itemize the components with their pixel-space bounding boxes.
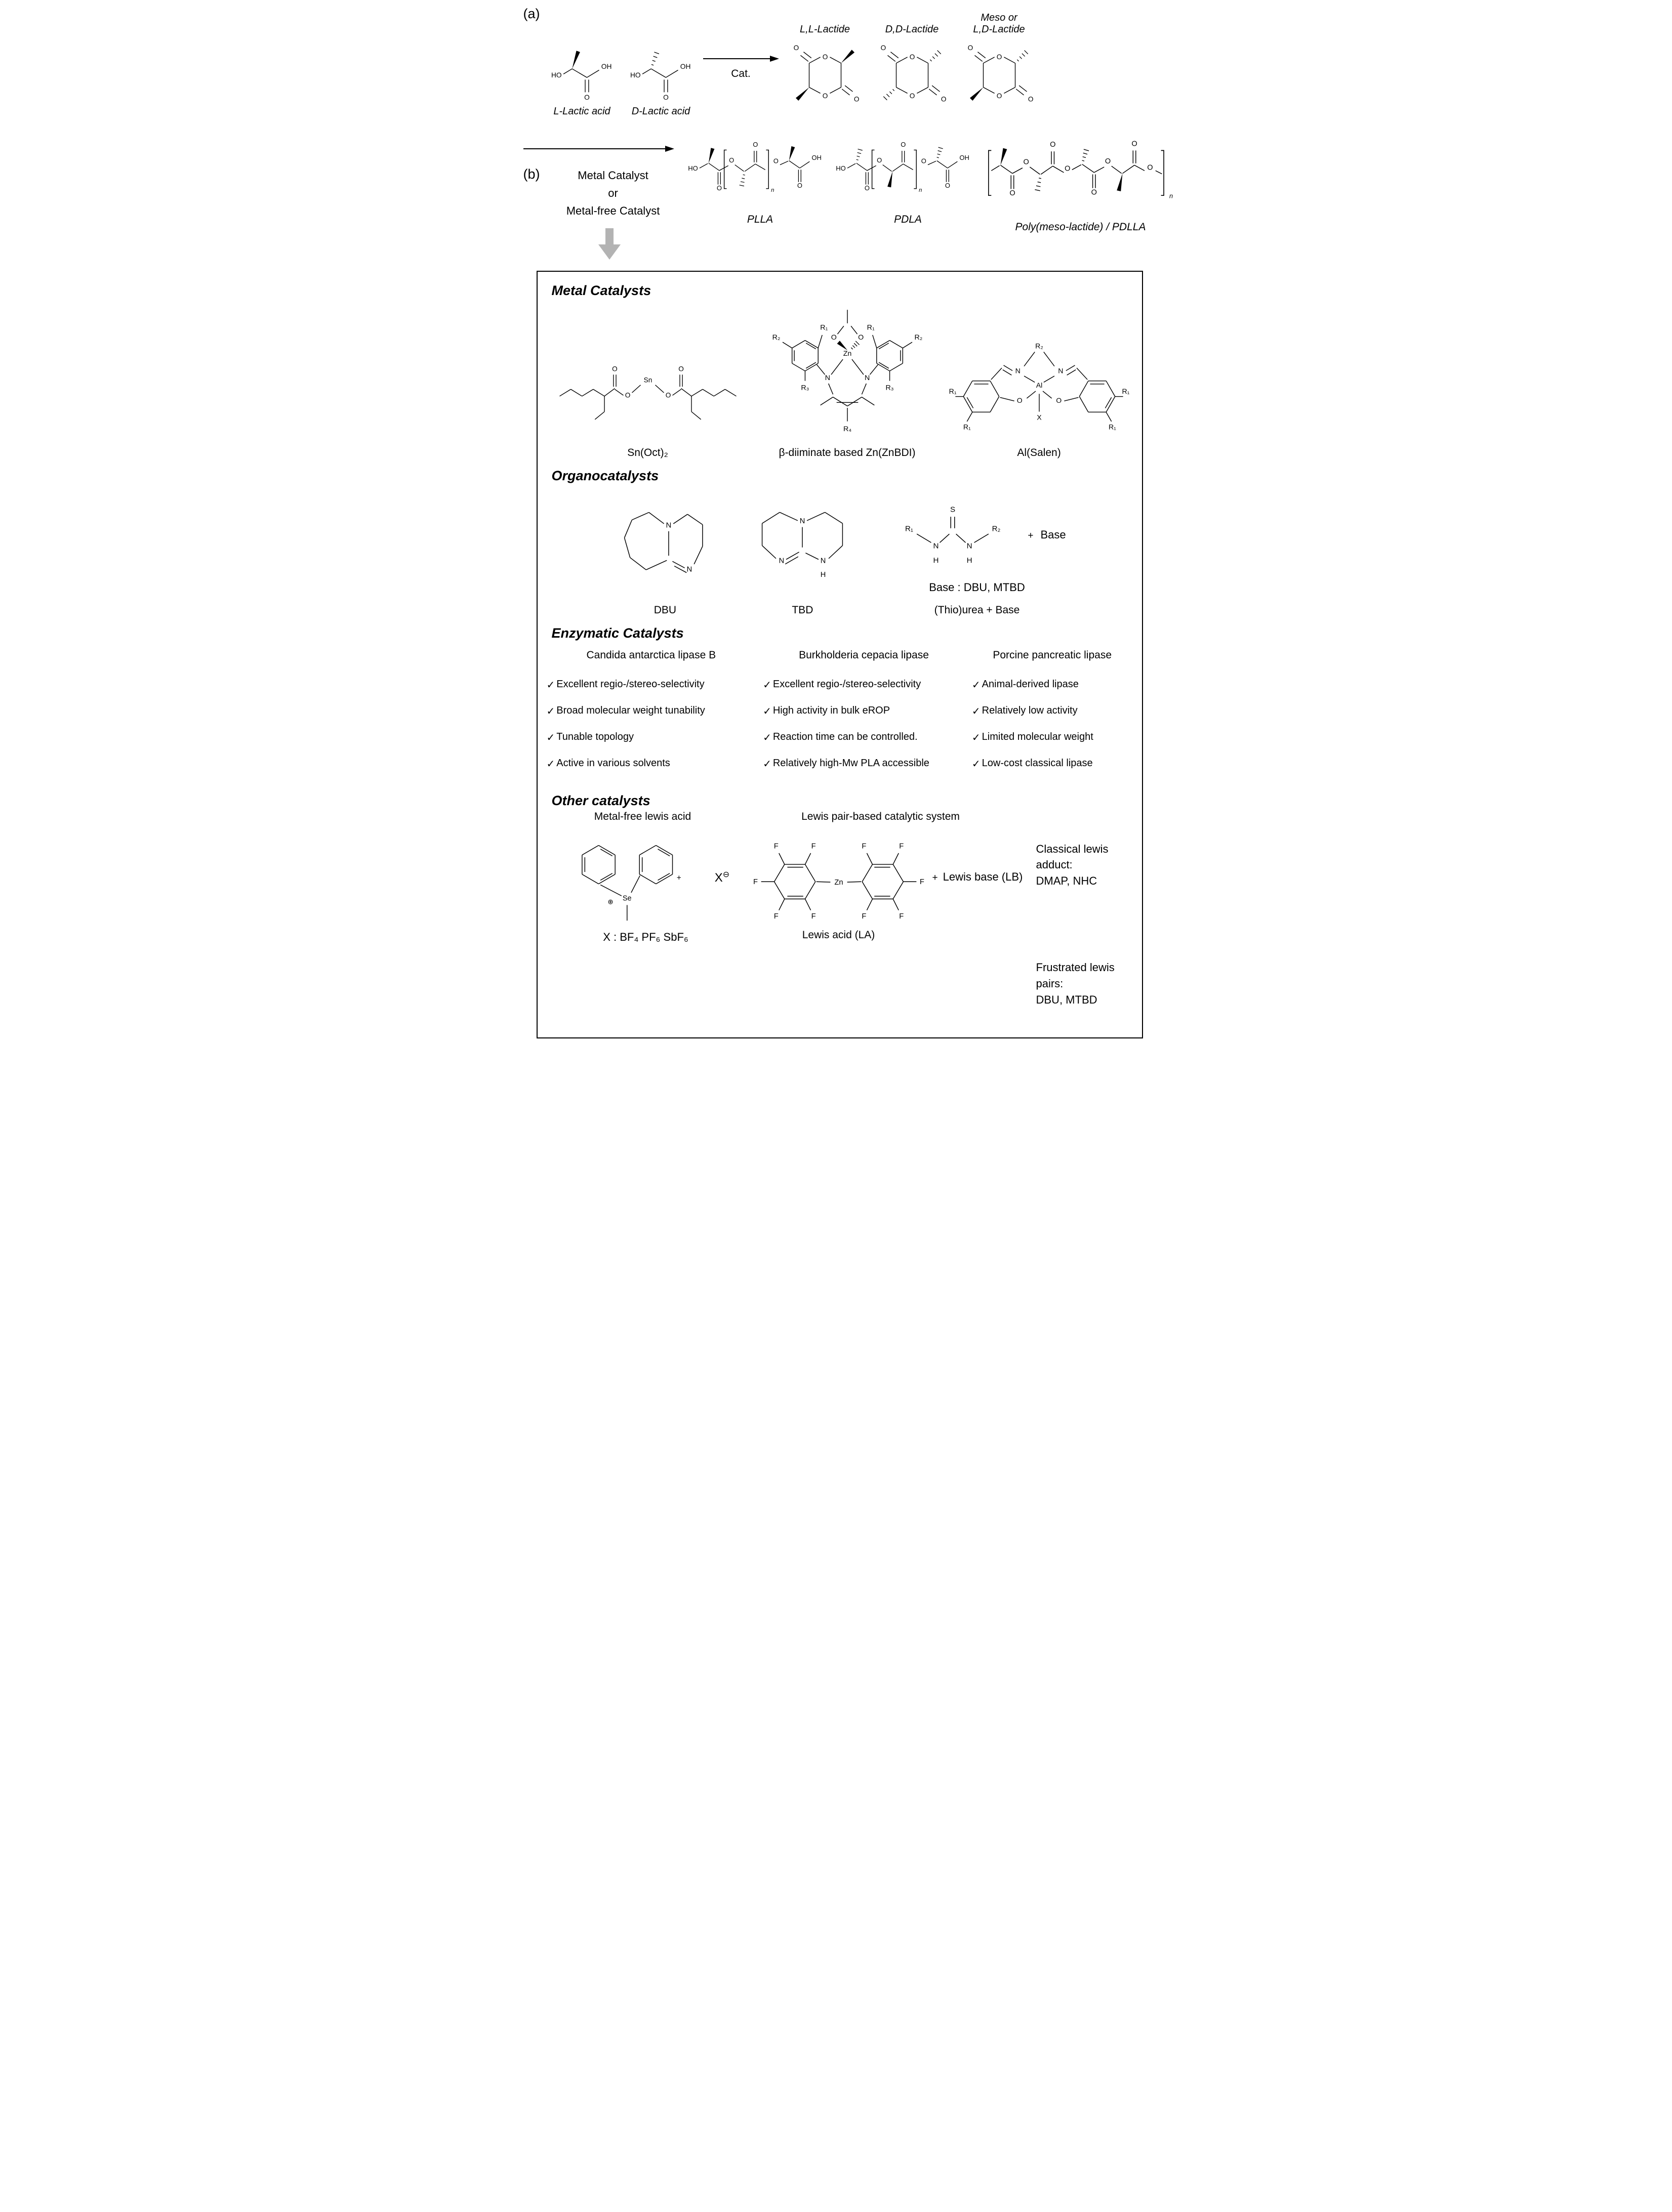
- structure-znbdi: [766, 302, 928, 437]
- check-icon: ✓: [546, 732, 555, 743]
- svg-text:O: O: [665, 391, 671, 399]
- svg-text:R₁: R₁: [949, 387, 957, 395]
- svg-text:F: F: [919, 878, 924, 886]
- label-meso-lactide: Meso or L,D-Lactide: [973, 12, 1025, 35]
- structure-ll-lactide: [784, 36, 866, 112]
- structure-snoct2: [547, 355, 749, 437]
- svg-text:OH: OH: [811, 153, 822, 161]
- svg-text:N: N: [1057, 366, 1063, 375]
- gray-down-arrow-icon: [598, 228, 621, 261]
- svg-text:⊕: ⊕: [607, 898, 614, 906]
- check-item: ✓ Active in various solvents: [546, 757, 670, 770]
- subheading-metal-free-lewis-acid: Metal-free lewis acid: [594, 810, 691, 822]
- panel-a-label: (a): [523, 6, 540, 21]
- caption-pdlla: Poly(meso-lactide) / PDLLA: [1015, 221, 1146, 233]
- check-item: ✓ Tunable topology: [546, 731, 634, 743]
- check-icon: ✓: [546, 758, 555, 770]
- svg-text:O: O: [909, 53, 915, 61]
- svg-text:R₂: R₂: [992, 524, 1001, 533]
- svg-text:S: S: [950, 505, 956, 514]
- check-icon: ✓: [763, 732, 771, 743]
- figure-dbu: [613, 489, 717, 616]
- svg-text:O: O: [773, 157, 779, 165]
- svg-text:H: H: [966, 556, 972, 565]
- caption-d-lactic-acid: D-Lactic acid: [631, 106, 690, 117]
- svg-text:HO: HO: [630, 71, 641, 79]
- svg-text:O: O: [876, 156, 882, 164]
- svg-text:R₁: R₁: [963, 423, 971, 431]
- svg-text:O: O: [1016, 396, 1023, 404]
- metal-catalysts-row: [547, 302, 1133, 459]
- structure-pdla: [834, 138, 982, 203]
- svg-text:n: n: [1169, 192, 1173, 200]
- figure-l-lactic-acid: [545, 37, 619, 117]
- panel-a: [523, 6, 1151, 117]
- svg-text:O: O: [996, 53, 1002, 61]
- svg-text:F: F: [753, 878, 758, 886]
- svg-text:X: X: [1036, 412, 1042, 421]
- figure-pdlla: [982, 138, 1179, 261]
- svg-text:+: +: [676, 873, 681, 882]
- svg-text:O: O: [1028, 95, 1033, 103]
- enzyme-column-ppl: [972, 649, 1133, 784]
- check-item: ✓ Excellent regio-/stereo-selectivity: [546, 678, 705, 691]
- svg-text:Zn: Zn: [834, 878, 843, 887]
- right-arrow-icon: [703, 55, 779, 63]
- base-note: Base : DBU, MTBD: [929, 580, 1025, 594]
- check-item: ✓ Low-cost classical lipase: [971, 757, 1093, 770]
- enzymatic-grid: [547, 649, 1133, 784]
- svg-text:O: O: [678, 365, 684, 373]
- svg-text:Se: Se: [622, 894, 632, 902]
- organocatalysts-row: [547, 489, 1133, 616]
- anion-text: X⊖: [714, 870, 730, 885]
- subheading-lewis-pair-system: Lewis pair-based catalytic system: [801, 810, 960, 822]
- figure-selenium-salt: [547, 828, 745, 944]
- heading-metal-catalysts: Metal Catalysts: [551, 282, 651, 298]
- svg-text:F: F: [899, 842, 904, 851]
- svg-text:O: O: [853, 95, 859, 103]
- svg-text:HO: HO: [835, 164, 846, 172]
- svg-text:F: F: [811, 912, 816, 921]
- enzyme-name: Burkholderia cepacia lipase: [799, 649, 929, 661]
- svg-text:F: F: [811, 842, 816, 851]
- caption-dbu: DBU: [654, 604, 677, 616]
- classical-lewis-adduct: Classical lewis adduct: DMAP, NHC: [1036, 842, 1109, 888]
- svg-text:O: O: [822, 92, 828, 100]
- heading-organocatalysts: Organocatalysts: [551, 468, 659, 483]
- structure-alsalen: [946, 334, 1133, 437]
- svg-text:OH: OH: [959, 153, 969, 161]
- svg-text:OH: OH: [601, 62, 611, 70]
- svg-text:R₁: R₁: [820, 323, 828, 331]
- figure-d-lactic-acid: [624, 37, 698, 117]
- structure-plla: [686, 138, 834, 203]
- svg-text:n: n: [918, 187, 922, 194]
- check-icon: ✓: [971, 679, 981, 691]
- check-icon: ✓: [763, 679, 771, 691]
- svg-text:O: O: [1105, 157, 1111, 165]
- other-catalysts-row: [547, 828, 1133, 1023]
- svg-text:N: N: [825, 373, 830, 382]
- svg-text:R₄: R₄: [843, 425, 851, 433]
- figure-lewis-acid: [745, 828, 1036, 941]
- svg-text:F: F: [899, 912, 904, 921]
- check-icon: ✓: [971, 758, 981, 770]
- caption-znbdi: β-diiminate based Zn(ZnBDI): [779, 446, 916, 458]
- svg-text:N: N: [821, 557, 826, 565]
- svg-text:F: F: [861, 842, 866, 851]
- svg-text:H: H: [933, 556, 939, 565]
- structure-znc6f5: [745, 828, 932, 926]
- structure-d-lactic-acid: [624, 37, 698, 103]
- catalyst-box: [537, 271, 1143, 1038]
- caption-snoct2: Sn(Oct)₂: [627, 446, 668, 458]
- svg-text:N: N: [933, 541, 939, 551]
- panel-b-left: [523, 122, 686, 261]
- svg-text:n: n: [770, 187, 774, 194]
- svg-text:O: O: [967, 44, 973, 52]
- check-item: ✓ Reaction time can be controlled.: [763, 731, 918, 743]
- svg-text:O: O: [1023, 158, 1029, 166]
- structure-meso-lactide: [958, 36, 1040, 112]
- check-item: ✓ Animal-derived lipase: [971, 678, 1079, 691]
- svg-text:O: O: [1049, 141, 1055, 149]
- svg-text:O: O: [996, 92, 1002, 100]
- svg-text:Al: Al: [1036, 381, 1042, 389]
- svg-text:F: F: [773, 842, 779, 851]
- enzyme-column-bcl: [763, 649, 965, 784]
- enzyme-name: Porcine pancreatic lipase: [993, 649, 1112, 661]
- svg-text:O: O: [864, 184, 870, 192]
- svg-text:F: F: [773, 912, 779, 921]
- enzyme-column-calb: [547, 649, 756, 784]
- figure-znbdi: [766, 302, 928, 459]
- structure-selenonium: [562, 828, 700, 927]
- figure-ll-lactide: [784, 6, 866, 112]
- svg-text:O: O: [1147, 163, 1153, 172]
- svg-text:N: N: [966, 541, 972, 551]
- figure-snoct2: [547, 355, 749, 459]
- svg-text:O: O: [1091, 188, 1097, 197]
- svg-text:O: O: [793, 44, 799, 52]
- svg-text:Zn: Zn: [843, 349, 851, 358]
- check-icon: ✓: [971, 732, 981, 743]
- svg-text:R₂: R₂: [772, 333, 780, 342]
- structure-thiourea: [888, 500, 1017, 570]
- figure-alsalen: [946, 334, 1133, 459]
- svg-text:O: O: [1055, 396, 1062, 404]
- plus-base-text: + Base: [1028, 528, 1066, 541]
- svg-text:HO: HO: [687, 164, 698, 172]
- svg-text:O: O: [625, 391, 630, 399]
- frustrated-lewis-pairs: Frustrated lewis pairs: DBU, MTBD: [1036, 961, 1115, 1006]
- svg-text:H: H: [821, 570, 826, 579]
- svg-text:N: N: [779, 557, 785, 565]
- svg-text:O: O: [858, 333, 864, 342]
- svg-text:O: O: [1009, 189, 1015, 198]
- structure-dbu: [613, 489, 717, 583]
- other-subheadings: [547, 811, 1133, 823]
- svg-text:R₂: R₂: [914, 333, 922, 342]
- figure-tbd: [749, 493, 855, 616]
- caption-thiourea-base: (Thio)urea + Base: [934, 604, 1020, 616]
- structure-tbd: [749, 493, 855, 583]
- caption-alsalen: Al(Salen): [1017, 446, 1061, 458]
- svg-text:N: N: [686, 565, 692, 574]
- check-icon: ✓: [763, 705, 771, 717]
- svg-text:O: O: [941, 95, 946, 103]
- svg-text:O: O: [1064, 164, 1070, 173]
- svg-text:O: O: [831, 333, 837, 342]
- svg-text:OH: OH: [680, 62, 690, 70]
- heading-other-catalysts: Other catalysts: [551, 792, 650, 808]
- svg-text:N: N: [666, 521, 672, 529]
- caption-l-lactic-acid: L-Lactic acid: [553, 106, 610, 117]
- reaction-arrow-a: [703, 55, 779, 80]
- lewis-pair-notes: [1036, 828, 1133, 1023]
- arrow-label: Cat.: [731, 68, 751, 79]
- check-item: ✓ Limited molecular weight: [971, 731, 1093, 743]
- check-icon: ✓: [546, 705, 555, 717]
- svg-text:R₂: R₂: [1035, 341, 1043, 350]
- check-item: ✓ Relatively low activity: [971, 704, 1078, 717]
- figure-plla: [686, 138, 834, 261]
- svg-text:F: F: [861, 912, 866, 921]
- svg-text:R₁: R₁: [867, 323, 875, 331]
- caption-tbd: TBD: [792, 604, 813, 616]
- minus-charge-icon: ⊖: [722, 870, 730, 879]
- svg-text:O: O: [945, 182, 950, 190]
- check-item: ✓ Broad molecular weight tunability: [546, 704, 705, 717]
- svg-text:R₁: R₁: [1121, 387, 1129, 395]
- svg-text:O: O: [1131, 140, 1137, 148]
- lewis-base-text: + Lewis base (LB): [932, 870, 1023, 883]
- panel-b: [523, 122, 1173, 261]
- svg-text:N: N: [864, 373, 870, 382]
- svg-text:O: O: [900, 140, 906, 148]
- svg-text:O: O: [797, 182, 802, 190]
- figure-pdla: [834, 138, 982, 261]
- svg-text:O: O: [752, 140, 758, 148]
- check-item: ✓ Excellent regio-/stereo-selectivity: [763, 678, 921, 691]
- figure-dd-lactide: [871, 6, 953, 112]
- caption-plla: PLLA: [747, 214, 773, 225]
- caption-pdla: PDLA: [894, 214, 922, 225]
- x-counterion-note: X : BF₄ PF₆ SbF₆: [603, 930, 688, 943]
- figure-root: [521, 0, 1173, 1054]
- svg-text:N: N: [1015, 366, 1021, 375]
- svg-text:O: O: [909, 92, 915, 100]
- svg-text:O: O: [728, 156, 734, 164]
- structure-pdlla: [982, 138, 1179, 211]
- check-item: ✓ Relatively high-Mw PLA accessible: [763, 757, 929, 770]
- svg-text:HO: HO: [551, 71, 562, 79]
- caption-lewis-acid: Lewis acid (LA): [802, 929, 875, 941]
- svg-text:O: O: [921, 157, 926, 165]
- svg-text:O: O: [611, 365, 618, 373]
- svg-text:O: O: [663, 93, 669, 101]
- svg-text:N: N: [800, 517, 805, 525]
- check-icon: ✓: [546, 679, 555, 691]
- svg-text:O: O: [584, 93, 590, 101]
- svg-text:Sn: Sn: [643, 376, 652, 384]
- svg-text:R₁: R₁: [1108, 423, 1116, 431]
- enzyme-name: Candida antarctica lipase B: [586, 649, 716, 661]
- heading-enzymatic-catalysts: Enzymatic Catalysts: [551, 625, 684, 641]
- figure-meso-lactide: [958, 6, 1040, 112]
- structure-l-lactic-acid: [545, 37, 619, 103]
- catalyst-text: Metal Catalyst or Metal-free Catalyst: [566, 169, 660, 218]
- svg-text:O: O: [822, 53, 828, 61]
- label-ll-lactide: L,L-Lactide: [800, 24, 850, 35]
- svg-text:O: O: [716, 184, 722, 192]
- check-icon: ✓: [971, 705, 981, 717]
- check-item: ✓ High activity in bulk eROP: [763, 704, 890, 717]
- check-icon: ✓: [763, 758, 771, 770]
- panel-b-label: (b): [523, 166, 540, 182]
- right-arrow-icon: [523, 145, 675, 153]
- svg-text:O: O: [880, 44, 886, 52]
- figure-thiourea-base: [888, 500, 1066, 616]
- svg-text:R₃: R₃: [800, 383, 809, 392]
- svg-text:R₃: R₃: [885, 383, 894, 392]
- structure-dd-lactide: [871, 36, 953, 112]
- svg-text:R₁: R₁: [905, 524, 914, 533]
- label-dd-lactide: D,D-Lactide: [885, 24, 939, 35]
